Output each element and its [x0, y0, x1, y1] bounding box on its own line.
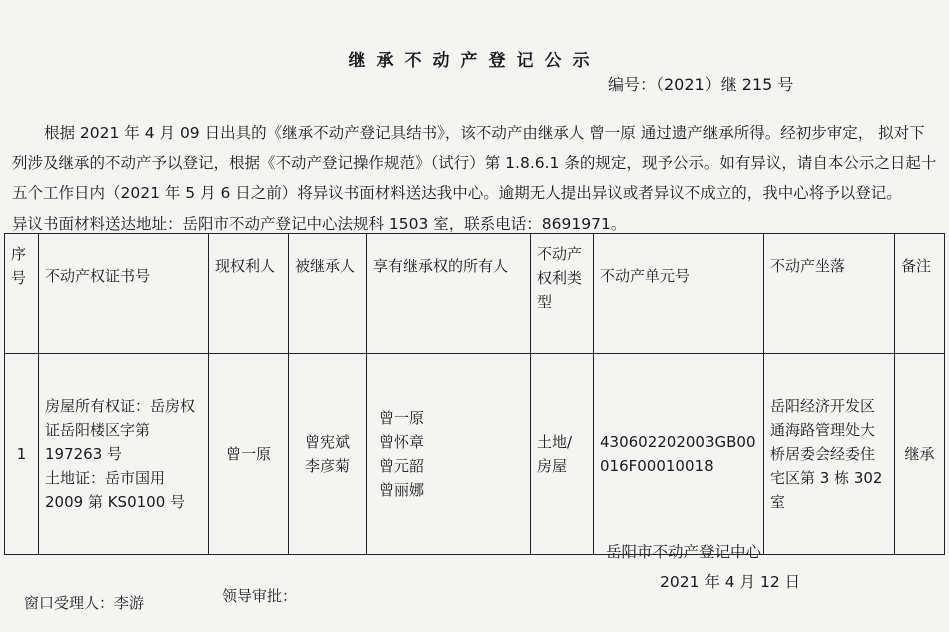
header-cert: 不动产权证书号 — [39, 234, 209, 354]
row-cert-land: 土地证：岳市国用 2009 第 KS0100 号 — [45, 469, 186, 511]
row-seq: 1 — [5, 354, 39, 555]
header-owner: 现权利人 — [209, 234, 289, 354]
notice-number: 编号：（2021）继 215 号 — [608, 75, 794, 94]
table-row — [5, 354, 945, 555]
header-location: 不动产坐落 — [764, 234, 895, 354]
row-unit: 430602202003GB00016F00010018 — [594, 354, 764, 555]
heir-name: 曾怀章 — [379, 433, 425, 451]
row-cert-house: 房屋所有权证：岳房权证岳阳楼区字第 197263 号 — [45, 397, 196, 463]
heir-name: 曾一原 — [379, 409, 425, 427]
notice-body: 根据 2021 年 4 月 09 日出具的《继承不动产登记具结书》，该不动产由继承人 曾一原 通过遗产继承所得。经初步审定， 拟对下列涉及继承的不动产予以登记，根据《不动产登记操作规范》（试行）第 1.8.6.1 条的规定，现予公示。如有异议，请自本公示之日起十五个工作日内（2021 年 5 月 6 日之前）将异议书面材料送达我中心。逾期无人提出异议或者异议不成立的，我中心将予以登记。 — [12, 124, 937, 202]
issue-date: 2021 年 4 月 12 日 — [660, 573, 801, 591]
heir-name: 曾丽娜 — [379, 481, 425, 499]
row-heir — [289, 354, 367, 555]
row-cert — [39, 354, 209, 555]
property-table — [4, 233, 945, 555]
heir-name: 曾元韶 — [379, 457, 425, 475]
header-heir: 被继承人 — [289, 234, 367, 354]
leader-approval: 领导审批： — [222, 587, 298, 605]
row-note: 继承 — [895, 354, 945, 555]
notice-title: 继承不动产登记公示 — [348, 51, 601, 71]
row-heir-2: 李彦菊 — [304, 457, 350, 475]
row-heir-1: 曾宪斌 — [304, 433, 350, 451]
header-all-heirs: 享有继承权的所有人 — [367, 234, 531, 354]
header-unit: 不动产单元号 — [594, 234, 764, 354]
row-owner: 曾一原 — [209, 354, 289, 555]
row-all-heirs — [367, 354, 531, 555]
issuing-org: 岳阳市不动产登记中心 — [606, 543, 762, 561]
window-clerk: 窗口受理人：李游 — [24, 594, 145, 612]
objection-address: 异议书面材料送达地址：岳阳市不动产登记中心法规科 1503 室，联系电话：8691971。 — [12, 215, 627, 233]
header-type: 不动产权利类型 — [531, 234, 594, 354]
header-seq: 序号 — [5, 234, 39, 354]
table-header-row — [5, 234, 945, 354]
row-type: 土地/房屋 — [531, 354, 594, 555]
header-note: 备注 — [895, 234, 945, 354]
row-location: 岳阳经济开发区通海路管理处大桥居委会经委住宅区第 3 栋 302 室 — [764, 354, 895, 555]
